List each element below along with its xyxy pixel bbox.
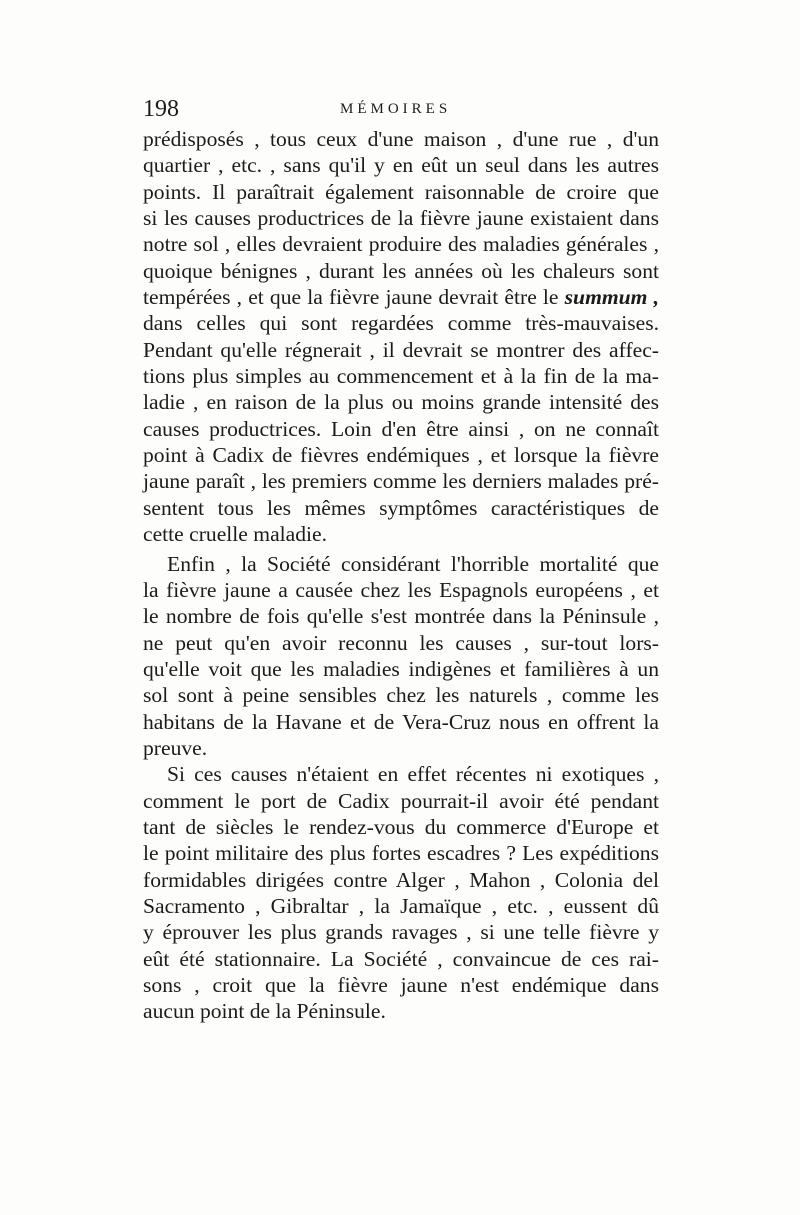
text-line: y éprouver les plus grands ravages , si une telle fièvre y xyxy=(143,920,659,945)
text-line: causes productrices. Loin d'en être ainsi , on ne connaît xyxy=(143,416,659,441)
paragraph-2 xyxy=(143,551,659,762)
text-line: ladie , en raison de la plus ou moins grande intensité des xyxy=(143,390,659,415)
text-line: tant de siècles le rendez-vous du commerce d'Europe et xyxy=(143,814,659,839)
text-line: prédisposés , tous ceux d'une maison , d'une rue , d'un xyxy=(143,127,659,151)
text-line: notre sol , elles devraient produire des maladies générales , xyxy=(143,232,659,257)
text-line-start: tempérées , et que la fièvre jaune devrait être le xyxy=(143,285,559,310)
text-line: Sacramento , Gibraltar , la Jamaïque , etc. , eussent dû xyxy=(143,893,659,918)
text-line: cette cruelle maladie. xyxy=(143,522,328,547)
text-line: aucun point de la Péninsule. xyxy=(143,999,386,1024)
text-line: ne peut qu'en avoir reconnu les causes , sur-tout lors- xyxy=(143,630,659,655)
body-text xyxy=(143,126,659,1025)
text-line: dans celles qui sont regardées comme très-mauvaises. xyxy=(143,311,659,336)
text-line: points. Il paraîtrait également raisonnable de croire que xyxy=(143,179,659,204)
text-line: sol sont à peine sensibles chez les naturels , comme les xyxy=(143,683,659,708)
text-line: point à Cadix de fièvres endémiques , et lorsque la fièvre xyxy=(143,443,659,468)
text-line: quartier , etc. , sans qu'il y en eût un seul dans les autres xyxy=(143,153,659,178)
text-line: formidables dirigées contre Alger , Mahon , Colonia del xyxy=(143,867,659,892)
text-line: Enfin , la Société considérant l'horrible mortalité que xyxy=(167,551,659,576)
text-line: Si ces causes n'étaient en effet récentes ni exotiques , xyxy=(167,762,659,787)
text-line: le point militaire des plus fortes escadres ? Les expéditions xyxy=(143,841,659,866)
page-header xyxy=(143,94,663,124)
text-line: si les causes productrices de la fièvre jaune existaient dans xyxy=(143,206,659,231)
text-line: quoique bénignes , durant les années où les chaleurs sont xyxy=(143,258,659,283)
paragraph-1 xyxy=(143,126,659,548)
text-line: sons , croit que la fièvre jaune n'est endémique dans xyxy=(143,973,659,997)
text-line: jaune paraît , les premiers comme les derniers malades pré- xyxy=(143,469,659,494)
text-line: preuve. xyxy=(143,735,208,760)
italic-word: summum , xyxy=(564,285,660,310)
text-line: qu'elle voit que les maladies indigènes et familières à un xyxy=(143,656,659,681)
text-line: le nombre de fois qu'elle s'est montrée dans la Péninsule , xyxy=(143,604,659,629)
text-line: comment le port de Cadix pourrait-il avoir été pendant xyxy=(143,788,659,813)
text-line xyxy=(143,284,659,310)
text-line: sentent tous les mêmes symptômes caractéristiques de xyxy=(143,495,659,520)
text-line: Pendant qu'elle régnerait , il devrait se montrer des affec- xyxy=(143,337,659,362)
text-line: habitans de la Havane et de Vera-Cruz nous en offrent la xyxy=(143,709,659,734)
text-line: eût été stationnaire. La Société , convaincue de ces rai- xyxy=(143,946,659,971)
page-number: 198 xyxy=(143,96,179,122)
running-head: MÉMOIRES xyxy=(340,101,452,117)
text-line: la fièvre jaune a causée chez les Espagnols européens , et xyxy=(143,577,659,602)
text-line: tions plus simples au commencement et à la fin de la ma- xyxy=(143,364,659,389)
paragraph-3 xyxy=(143,761,659,1024)
